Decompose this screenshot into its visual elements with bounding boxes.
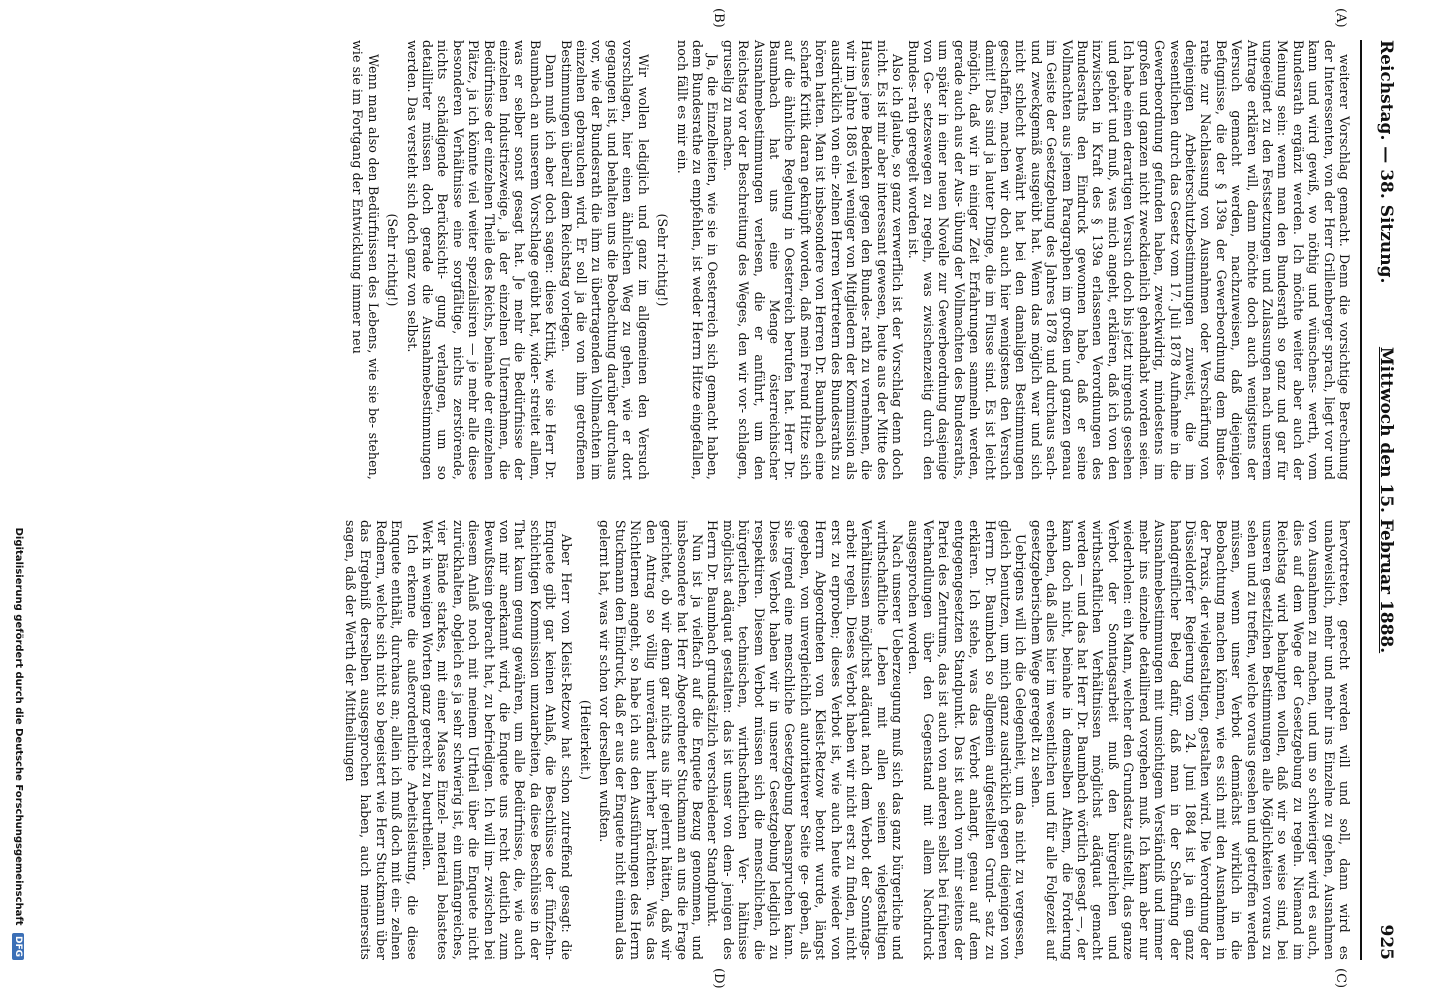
paragraph: Aber Herr von Kleist-Retzow hat schon zutreffend gesagt: die Enquete gibt gar keinen Anlaß, die Beschlüsse der fünfzehn- schichtigen Kommission umzuarbeiten, da diese Beschlüsse in der That kaum genug gewähren, um alle Bedürfnisse, die, wie auch von mir anerkannt wird, die Enquete uns recht deutlich zum Bewußtsein gebracht hat, zu befriedigen. Ich will im- zwischen bei diesem Anlaß noch mit meinem Urtheil über die Enquete nicht zurückhalten, obgleich es ja sehr schwierig ist, ein umfangreiches, vier Bände starkes, mit einer Masse Einzel- material belastetes Werk in wenigen Worten ganz gerecht zu beurtheilen. <box>420 520 574 960</box>
paragraph: Ich erkenne die außerordentliche Arbeitsleistung, die diese Enquete enthält, durchaus an; allein ich muß doch mit ein- zelnen Rednern, welche sich nicht so begeistert wie Herr Stuckmann über das Ergebniß derselben ausgesprochen haben, auch meinerseits sagen, daß der Werth der Mittheilungen <box>343 520 420 960</box>
page-number: 925 <box>1376 924 1396 960</box>
header-date-wrap <box>1376 40 1396 960</box>
paragraph: Uebrigens will ich die Gelegenheit, um das nicht zu vergessen, gleich benutzen, um mich ganz ausdrücklich gegen diejenigen von Herrn Dr. Baumbach so allgemein aufgestellten Grund- satz zu erklären. Ich stehe, was das Verbot anlangt, genau auf dem entgegengesetzten Standpunkt. Das ist auch von mir seitens der Partei des Zentrums, das ist auch von anderen selbst bei früheren Verhandlungen über den Gegenstand mit allem Nachdruck ausgesprochen worden. <box>905 520 1029 960</box>
interjection: (Sehr richtig!) <box>655 213 671 307</box>
margin-mark-c: (C) <box>1333 968 1348 989</box>
paragraph: weiterer Vorschlag gemacht. Denn die vorsichtige Berechnung der Interessenten, von der Herr Grillenberger sprach, liegt vor und kann und wird gewiß, wo nöthig und wünschens- werth, vom Bundesrath ergänzt werden. Ich möchte weiter aber auch der Meinung sein: wenn man den Bundesrath so ganz und gar für ungeeignet zu den Festsetzungen und Zulassungen nach unserem Antrage erklären will, dann möchte doch auch wenigstens der Versuch gemacht werden, nachzuweisen, daß diejenigen Befugnisse, die der § 139a der Gewerbeordnung dem Bundes- rathe zur Nachlassung von Ausnahmen oder Verschärfung von denjenigen Arbeiterschutzbestimmungen zuweist, die im wesentlichen durch das Gesetz vom 17. Juli 1878 Aufnahme in die Gewerbeordnung gefunden haben, zweckwidrig, mindestens im großen und ganzen nicht zweckdienlich gehandhabt worden seien. Ich habe einen derartigen Versuch doch bis jetzt nirgends gesehen und gehört und muß, was mich angeht, erklären, daß ich von den inzwischen in Kraft des § 139a erlassenen Verordnungen des Bundesraths den Eindruck gewonnen habe, daß er seine Vollmachten aus jenem Paragraphen im großen und ganzen genau im Geiste der Gesetzgebung des Jahres 1878 und durchaus sach- und zweckgemäß ausgeübt hat. Wenn das möglich war und sich nicht schlecht bewährt hat bei den damaligen Bestimmungen geschaffen, machen wir doch auch hier wenigstens den Versuch damit! Das sind ja lauter Dinge, die im Flusse sind. Es ist leicht möglich, daß wir in einiger Zeit Erfahrungen sammeln werden, gerade auch aus der Aus- übung der Vollmachten des Bundesraths, um später in einer neuen Novelle zur Gewerbeordnung dasjenige von Ge- setzeswegen zu regeln, was zwischenzeitig durch den Bundes- rath geregelt worden ist. <box>905 40 1352 480</box>
interjection: (Sehr richtig!) <box>385 213 401 307</box>
right-column <box>102 520 1352 960</box>
paragraph: Wir wollen lediglich und ganz im allgemeinen den Versuch vorschlagen, hier einen ähnlichen Weg zu gehen, wie er dort gegangen ist, und behalten uns die Beobachtung darüber durchaus vor, wie der Bundesrath die ihm zu übertragenden Vollmachten im einzelnen gebrauchen wird. Er soll ja die von ihm getroffenen Bestimmungen überall dem Reichstag vorlegen. <box>558 40 651 480</box>
left-column <box>102 40 1352 480</box>
header-date: Mittwoch den 15. Februar 1888. <box>1376 346 1396 654</box>
paragraph: Nach unserer Ueberzeugung muß sich das ganz bürgerliche und wirthschaftliche Leben mit allen seinen vielgestaltigen Verhältnissen möglichst adäquat nach dem Verbot der Sonntags- arbeit regeln. Dieses Verbot haben wir nicht erst zu finden, nicht erst zu erproben; dieses Verbot ist, wie auch heute wieder von Herrn Abgeordneten von Kleist-Retzow betont wurde, längst gegeben, von unvergleichlich autoritativerer Seite ge- geben, als sie irgend eine menschliche Gesetzgebung beanspruchen kann. Dieses Verbot haben wir in unserer Gesetzgebung lediglich zu respektiren. Diesem Verbot müssen sich die menschlichen, die bürgerlichen, technischen, wirthschaftlichen Ver- hältnisse möglichst adäquat gestalten: das ist unser von dem- jenigen des Herrn Dr. Baumbach grundsätzlich verschiedener Standpunkt. <box>705 520 906 960</box>
page-header <box>1366 40 1396 960</box>
margin-mark-b: (B) <box>711 8 726 28</box>
header-rule <box>1360 40 1362 960</box>
digitization-text: Digitalisierung gefördert durch die Deutsche Forschungsgemeinschaft <box>13 527 24 926</box>
paragraph: Wenn man also den Bedürfnissen des Lebens, wie sie be- stehen, wie sie im Fortgang der Entwicklung immer neu <box>350 40 381 480</box>
paragraph: Dann muß ich aber doch sagen: diese Kritik, wie sie Herr Dr. Baumbach an unserem Vorschlage geübt hat, wider- streitet allem, was er selber sonst gesagt hat. Je mehr die Bedürfnisse der einzelnen Industriezweige, ja der einzelnen Unternehmen, die Bedürfnisse der einzelnen Theile des Reichs, beinahe der einzelnen Plätze, ja ich könnte viel weiter spezialisiren — je mehr alle diese besonderen Verhältnisse eine sorgfältige, nichts zerstörende, nichts schädigende Berücksichti- gung verlangen, um so detaillirter müssen doch gerade die Ausnahmebestimmungen werden. Das versteht sich doch ganz von selbst. <box>404 40 559 480</box>
header-session: Reichstag. — 38. Sitzung. <box>1376 40 1396 284</box>
margin-mark-a: (A) <box>1333 8 1348 28</box>
paragraph: Ja, die Einzelheiten, wie sie in Oesterreich sich gemacht haben, dem Bundesrathe zu empfehlen, ist weder Herrn Hitze eingefallen, noch fällt es mir ein. <box>674 40 721 480</box>
interjection: (Heiterkeit.) <box>578 699 594 781</box>
dfg-logo: DFG <box>12 933 24 960</box>
digitization-credit <box>6 40 24 960</box>
paragraph: Also ich glaube, so ganz verwerflich ist der Vorschlag denn doch nicht. Es ist mir aber interessant gewesen, heute aus der Mitte des Hauses jene Bedenken gegen den Bundes- rath zu vernehmen, die wir im Jahre 1885 viel weniger von Mitgliedern der Kommission als ausdrücklich von ein- zelnen Herren Vertretern des Bundesraths zu hören hatten. Man ist insbesondere von Herren Dr. Baumbach eine scharfe Kritik daran geknüpft worden, daß mein Freund Hitze sich auf die ähnliche Regelung in Oesterreich berufen hat. Herr Dr. Baumbach hat uns eine Menge österreichischer Ausnahmebestimmungen verlesen, die er anführt, um den Reichstag vor der Beschreitung des Weges, den wir vor- schlagen, gruselig zu machen. <box>720 40 906 480</box>
paragraph: hervortreten, gerecht werden will und soll, dann wird es unabweislich, mehr und mehr ins Einzelne zu gehen, Ausnahmen von Ausnahmen zu machen, und um so schwieriger wird es auch, dies auf dem Wege der Gesetzgebung zu regeln. Niemand im Reichstag wird behaupten wollen, daß wir so weise sind, bei unseren gesetzlichen Bestimmungen alle Möglichkeiten voraus zu sehen und zu treffen, welche voraus gesehen und getroffen werden müssen, wenn unser Verbot demnächst wirklich in die Beobachtung machen können, wie es sich mit den Ausnahmen in der Praxis, der vielgestaltigen, gestalten wird. Die Verordnung der Düsseldorfer Regierung vom 24. Juni 1884 ist ja ein ganz handgreiflicher Beleg dafür, daß man in der Schaffung der Ausnahmebestimmungen mit umsichtigem Verständniß und immer mehr ins einzelne detaillirend vorgehen muß. Ich kann aber nur wiederholen: ein Mann, welcher den Grundsatz aufstellt, das ganze Verbot der Sonntagsarbeit muß den bürgerlichen und wirthschaftlichen Verhältnissen möglichst adäquat gemacht werden — und das hat Herr Dr. Baumbach wörtlich gesagt —, der kann doch nicht, beinahe in demselben Athem, die Forderung erheben, daß alles hier im wesentlichen und für alle Folgezeit auf gesetzgeberischem Wege geregelt zu sehen. <box>1028 520 1352 960</box>
margin-mark-d: (D) <box>711 968 726 989</box>
paragraph: Nun ist ja vielfach auf die Enquete Bezug genommen, und insbesondere hat Herr Abgeordneter Stuckmann an uns die Frage gerichtet, ob wir denn gar nichts aus ihr gelernt hätten, daß wir den Antrag so völlig unverändert hierher brächten. Was das Nichtlernen angeht, so habe ich aus den Ausführungen des Herrn Stuckmann den Eindruck, daß er aus der Enquete nicht einmal das gelernt hat, was wir schon vor derselben wußten. <box>597 520 705 960</box>
